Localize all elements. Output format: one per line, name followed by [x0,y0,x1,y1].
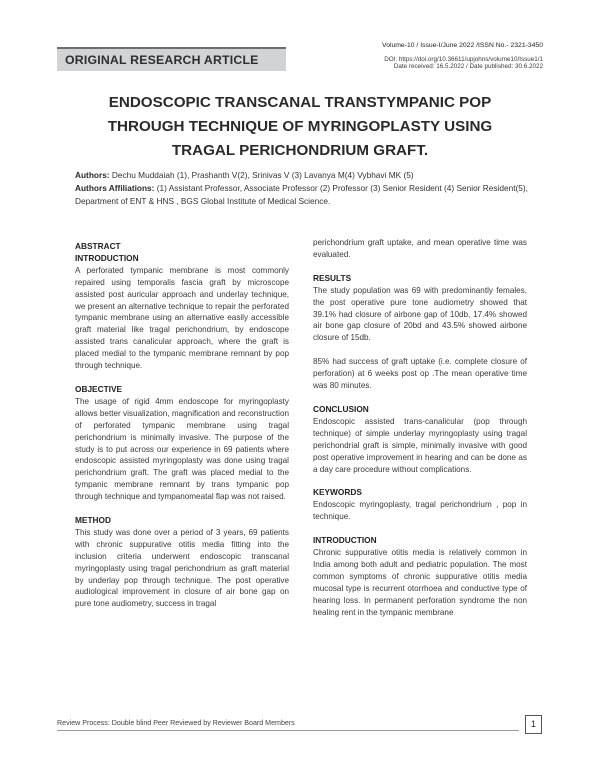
affiliations-text: (1) Assistant Professor, Associate Professor (2) Professor (3) Senior Resident (4) Senior Resident(5), Department of ENT & HNS , BGS Global Institute of Medical Science. [75,183,528,206]
introduction-heading-2: INTRODUCTION [313,535,377,546]
abstract-intro-section [75,241,289,372]
method-section [75,515,289,610]
dates-line: Date received: 16.5.2022 / Date published: 30.6.2022 [393,63,543,70]
author-block [75,169,530,208]
abstract-heading: ABSTRACT [75,241,121,251]
keywords-text: Endoscopic myringoplasty, tragal perichondrium , pop in technique. [313,500,527,522]
objective-heading: OBJECTIVE [75,383,123,394]
article-type-banner [57,47,286,71]
introduction-text-2: Chronic suppurative otitis media is relatively common in India among both adult and pediatric population. The most common symptoms of chronic suppurative otitis media mucosal type is recurrent otorrhoea and conductive type of hearing loss. In permanent perforation syndrome the non healing rent in the tympanic membrane [313,548,527,617]
article-title [60,91,540,163]
results-text-1: The study population was 69 with predominantly females, the post operative pure tone audiometry showed that 39.1% had closure of airbone gap of 10db, 17.4% showed air bone gap closure of 20bd and 43.5% showed airbone closure of 15db. [313,285,527,343]
keywords-heading: KEYWORDS [313,487,362,498]
affiliations-label: Authors Affiliations: [75,183,155,193]
method-continued-section [313,237,527,261]
objective-section [75,384,289,503]
authors-label: Authors: [75,170,110,180]
title-line: TRAGAL PERICHONDRIUM GRAFT. [171,142,429,159]
introduction-text: A perforated tympanic membrane is most commonly repaired using temporalis fascia graft by microscope assisted post auricular approach and underlay technique, we present an alternative technique to repair the perforated tympanic membrane using an alternative easily accessible graft material like tragal perichondrium, by endoscope assisted trans canalicular approach, where the graft is placed medial to the tympanic membrane remnant by pop through technique. [75,265,289,371]
volume-issue-line: Volume-10 / Issue-I/June 2022 /ISSN No.- 2321-3450 [382,42,543,49]
results-text-2: 85% had success of graft uptake (i.e. complete closure of perforation) at 6 weeks post op .The mean operative time was 80 minutes. [313,357,527,391]
conclusion-section [313,404,527,475]
keywords-section [313,487,527,523]
method-heading: METHOD [75,515,111,526]
authors-line [75,169,530,182]
footer-divider [57,730,519,731]
title-line: THROUGH TECHNIQUE OF MYRINGOPLASTY USING [107,118,493,135]
results-section [313,273,527,392]
page-number: 1 [525,715,542,734]
title-line: ENDOSCOPIC TRANSCANAL TRANSTYMPANIC POP [108,94,492,111]
doi-line[interactable]: DOI: https://doi.org/10.36611/upjohns/volume10/Issue1/1 [384,56,543,63]
right-column [313,237,527,630]
review-process-note: Review Process: Double blind Peer Reviewed by Reviewer Board Members [57,719,295,727]
method-text: This study was done over a period of 3 years, 69 patients with chronic suppurative otitis media fitting into the inclusion criteria underwent endoscopic transcanal myringoplasty using tragal perichondrium as graft material by underlay pop through technique. The post operative audiological improvement in closure of air bone gap on pure tone audiometry, success in tragal [75,527,289,609]
objective-text: The usage of rigid 4mm endoscope for myringoplasty allows better visualization, magnification and reconstruction of perforated tympanic membrane using tragal perichondrium is minimally invasive. The purpose of the study is to put across our experience in 69 patients where endoscopic assisted myringoplasty was done using tragal perichondrium graft. The graft was placed medial to the tympanic membrane remnant by trans tympanic pop through technique and tympanomeatal flap was not raised. [75,396,289,502]
introduction-section [313,535,527,618]
authors-names: Dechu Muddaiah (1), Prashanth V(2), Srinivas V (3) Lavanya M(4) Vybhavi MK (5) [109,170,414,180]
left-column [75,241,289,622]
conclusion-heading: CONCLUSION [313,403,369,414]
method-continued-text: perichondrium graft uptake, and mean operative time was evaluated. [313,238,527,259]
introduction-heading: INTRODUCTION [75,252,139,263]
results-heading: RESULTS [313,272,352,283]
article-type-label: ORIGINAL RESEARCH ARTICLE [65,53,259,67]
conclusion-text: Endoscopic assisted trans-canalicular (pop through technique) of simple underlay myringoplasty using tragal perichondrial graft is simple, minimally invasive with good post operative improvement in hearing and can be done as a day care procedure without complications. [313,416,527,474]
affiliations-line [75,182,530,208]
